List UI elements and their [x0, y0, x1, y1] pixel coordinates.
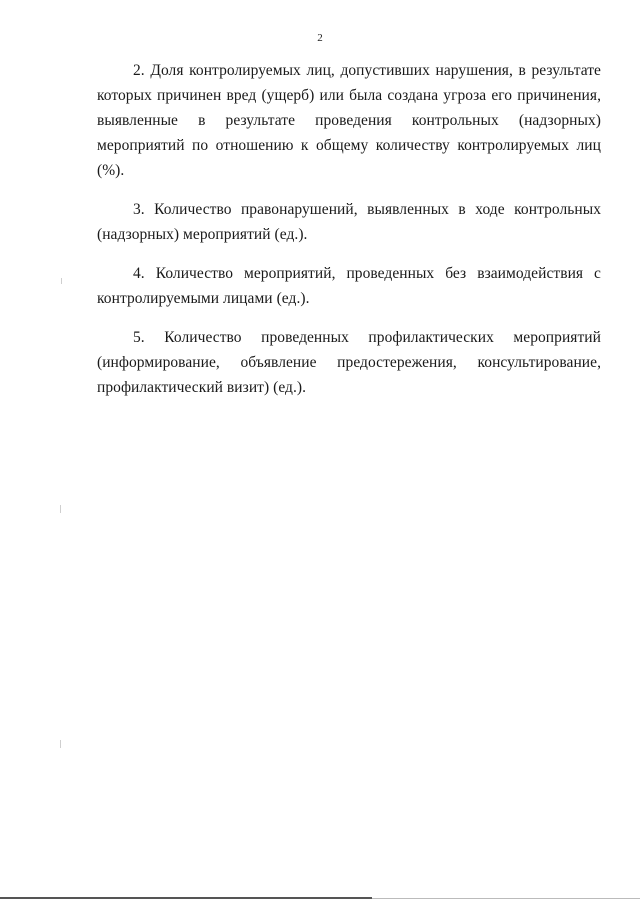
page-number: 2	[317, 32, 323, 44]
scan-artifact	[60, 740, 61, 748]
document-body	[97, 58, 601, 414]
paragraph-5: 5. Количество проведенных профилактических мероприятий (информирование, объявление предостережения, консультирование, профилактический визит) (ед.).	[97, 329, 601, 396]
paragraph-3: 3. Количество правонарушений, выявленных в ходе контрольных (надзорных) мероприятий (ед.).	[97, 201, 601, 243]
paragraph-2: 2. Доля контролируемых лиц, допустивших нарушения, в результате которых причинен вред (ущерб) или была создана угроза его причинения, выявленные в результате проведения контрольных (надзорных) мероприятий по отношению к общему количеству контролируемых лиц (%).	[97, 62, 601, 179]
scan-artifact	[61, 278, 62, 284]
scan-edge-line	[0, 897, 372, 899]
scan-artifact	[60, 505, 61, 513]
scan-edge-line	[372, 898, 640, 899]
paragraph-4: 4. Количество мероприятий, проведенных без взаимодействия с контролируемыми лицами (ед.).	[97, 265, 601, 307]
